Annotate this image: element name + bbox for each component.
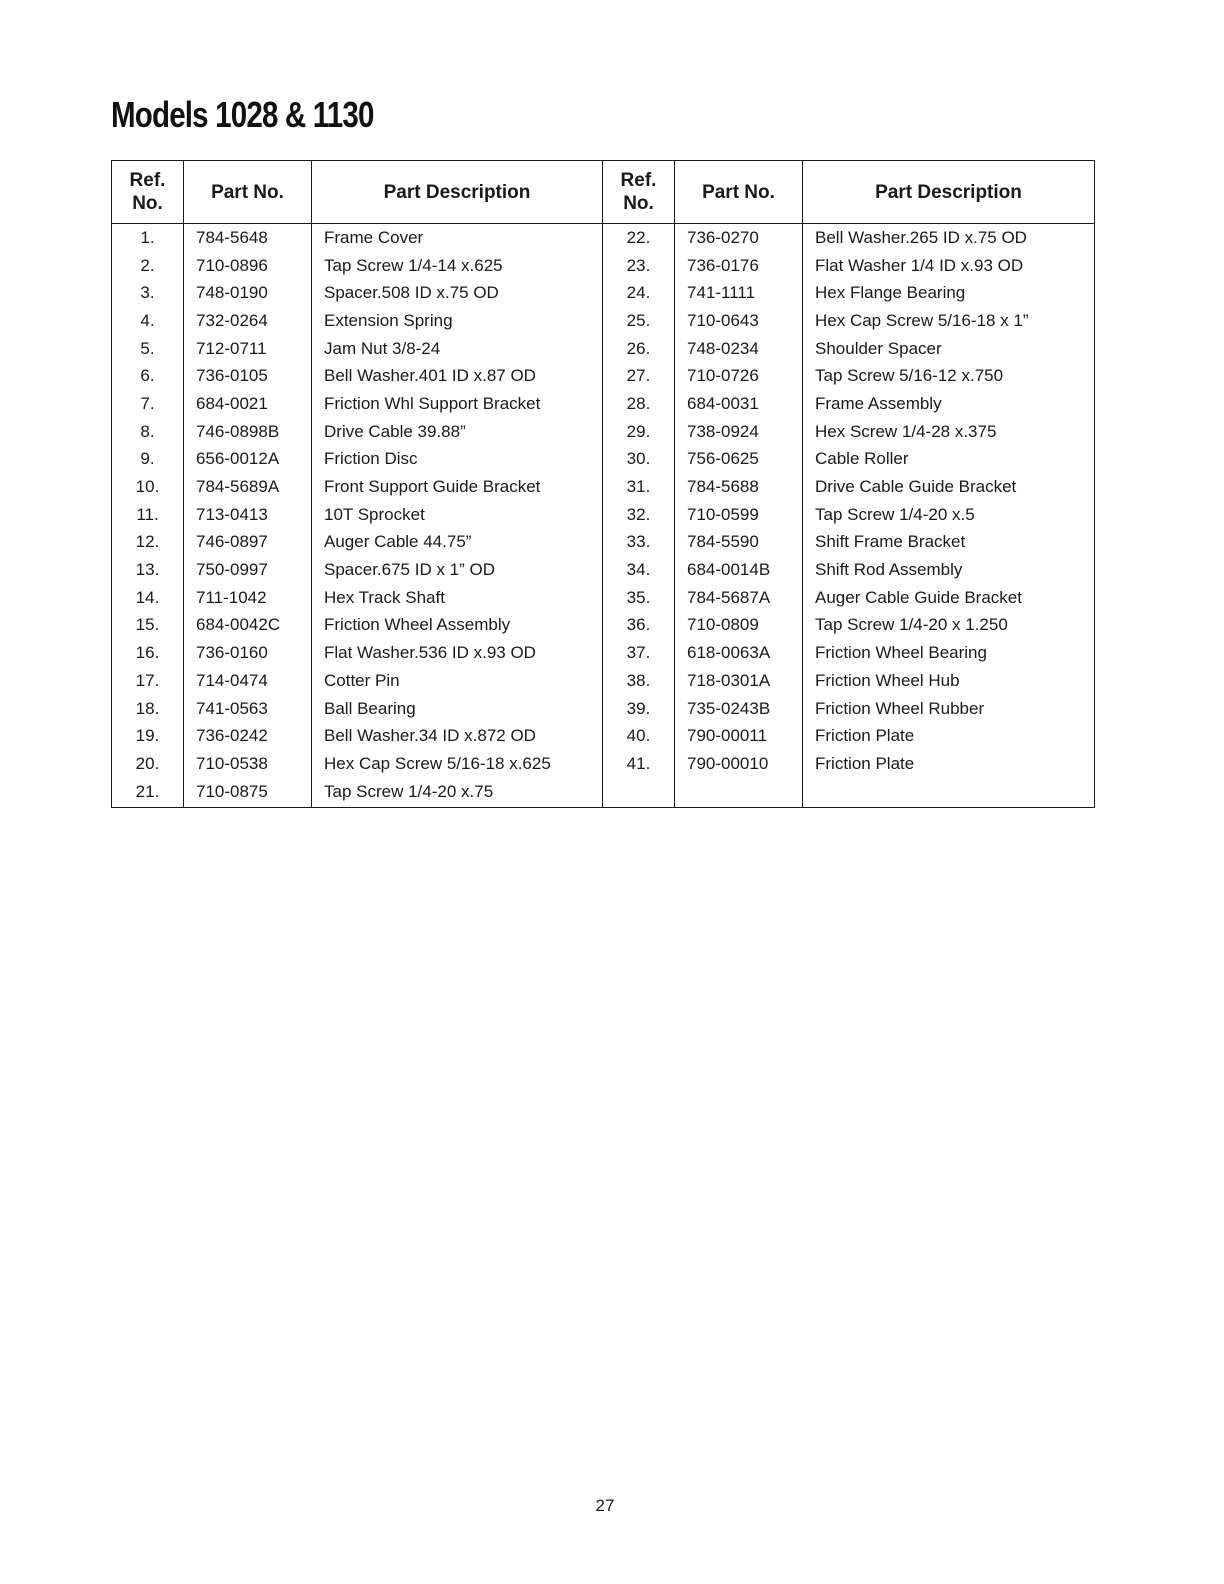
table-row — [112, 473, 1095, 501]
part-no-cell: 736-0105 — [184, 362, 312, 390]
part-description-cell: Shift Rod Assembly — [803, 556, 1095, 584]
ref-header-line2: No. — [623, 193, 654, 214]
part-description-cell: Friction Plate — [803, 722, 1095, 750]
part-description-cell: Friction Wheel Rubber — [803, 695, 1095, 723]
table-row — [112, 667, 1095, 695]
ref-no-cell: 1. — [112, 224, 184, 252]
ref-no-cell: 9. — [112, 446, 184, 474]
ref-no-cell: 20. — [112, 750, 184, 778]
table-row — [112, 335, 1095, 363]
page-number: 27 — [595, 1496, 615, 1515]
part-no-cell: 784-5687A — [675, 584, 803, 612]
part-description-cell: Spacer.508 ID x.75 OD — [312, 279, 603, 307]
part-no-header: Part No. — [184, 161, 312, 224]
part-no-cell: 748-0234 — [675, 335, 803, 363]
part-description-cell: Drive Cable 39.88” — [312, 418, 603, 446]
part-no-cell: 748-0190 — [184, 279, 312, 307]
ref-no-cell: 41. — [603, 750, 675, 778]
part-description-cell: Bell Washer.401 ID x.87 OD — [312, 362, 603, 390]
part-description-cell: Friction Disc — [312, 446, 603, 474]
parts-table — [111, 160, 1095, 808]
part-no-cell: 684-0042C — [184, 612, 312, 640]
ref-no-cell — [603, 778, 675, 808]
part-description-cell: Tap Screw 1/4-14 x.625 — [312, 252, 603, 280]
part-description-cell: Jam Nut 3/8-24 — [312, 335, 603, 363]
part-description-cell: Shoulder Spacer — [803, 335, 1095, 363]
ref-no-cell: 36. — [603, 612, 675, 640]
part-no-cell: 710-0875 — [184, 778, 312, 808]
part-description-cell: Cotter Pin — [312, 667, 603, 695]
part-description-cell — [803, 778, 1095, 808]
part-description-cell: Ball Bearing — [312, 695, 603, 723]
ref-no-cell: 6. — [112, 362, 184, 390]
ref-no-cell: 4. — [112, 307, 184, 335]
part-description-header: Part Description — [803, 161, 1095, 224]
part-no-cell: 735-0243B — [675, 695, 803, 723]
part-no-cell: 736-0176 — [675, 252, 803, 280]
table-row — [112, 418, 1095, 446]
ref-no-cell: 2. — [112, 252, 184, 280]
part-no-cell: 738-0924 — [675, 418, 803, 446]
part-no-cell: 784-5689A — [184, 473, 312, 501]
part-no-cell: 713-0413 — [184, 501, 312, 529]
part-description-cell: Hex Screw 1/4-28 x.375 — [803, 418, 1095, 446]
part-description-cell: Flat Washer 1/4 ID x.93 OD — [803, 252, 1095, 280]
ref-no-cell: 12. — [112, 529, 184, 557]
part-no-cell: 710-0896 — [184, 252, 312, 280]
part-no-cell — [675, 778, 803, 808]
part-no-cell: 736-0160 — [184, 639, 312, 667]
part-description-cell: Bell Washer.265 ID x.75 OD — [803, 224, 1095, 252]
ref-no-cell: 16. — [112, 639, 184, 667]
part-no-cell: 684-0031 — [675, 390, 803, 418]
table-row — [112, 639, 1095, 667]
part-description-cell: Frame Assembly — [803, 390, 1095, 418]
ref-no-cell: 23. — [603, 252, 675, 280]
ref-no-cell: 24. — [603, 279, 675, 307]
table-row — [112, 307, 1095, 335]
ref-no-cell: 13. — [112, 556, 184, 584]
part-description-cell: Drive Cable Guide Bracket — [803, 473, 1095, 501]
ref-no-cell: 34. — [603, 556, 675, 584]
part-no-cell: 710-0599 — [675, 501, 803, 529]
ref-no-cell: 38. — [603, 667, 675, 695]
part-description-cell: Tap Screw 5/16-12 x.750 — [803, 362, 1095, 390]
ref-no-cell: 25. — [603, 307, 675, 335]
part-description-cell: Flat Washer.536 ID x.93 OD — [312, 639, 603, 667]
part-no-cell: 736-0242 — [184, 722, 312, 750]
part-no-cell: 710-0809 — [675, 612, 803, 640]
ref-no-cell: 18. — [112, 695, 184, 723]
part-no-cell: 790-00011 — [675, 722, 803, 750]
part-description-cell: Cable Roller — [803, 446, 1095, 474]
part-description-cell: Tap Screw 1/4-20 x.5 — [803, 501, 1095, 529]
part-no-cell: 741-0563 — [184, 695, 312, 723]
part-description-cell: Friction Plate — [803, 750, 1095, 778]
ref-no-cell: 3. — [112, 279, 184, 307]
part-description-cell: Bell Washer.34 ID x.872 OD — [312, 722, 603, 750]
part-no-cell: 732-0264 — [184, 307, 312, 335]
part-no-cell: 784-5688 — [675, 473, 803, 501]
ref-no-cell: 22. — [603, 224, 675, 252]
part-description-cell: Tap Screw 1/4-20 x.75 — [312, 778, 603, 808]
part-description-cell: Frame Cover — [312, 224, 603, 252]
part-no-cell: 790-00010 — [675, 750, 803, 778]
table-row — [112, 362, 1095, 390]
ref-no-cell: 40. — [603, 722, 675, 750]
part-description-cell: Spacer.675 ID x 1” OD — [312, 556, 603, 584]
ref-header-line2: No. — [132, 193, 163, 214]
table-row — [112, 529, 1095, 557]
part-description-cell: Friction Whl Support Bracket — [312, 390, 603, 418]
part-no-cell: 736-0270 — [675, 224, 803, 252]
ref-no-cell: 26. — [603, 335, 675, 363]
ref-header-line1: Ref. — [620, 170, 657, 191]
part-description-cell: Friction Wheel Assembly — [312, 612, 603, 640]
table-row — [112, 612, 1095, 640]
ref-no-cell: 39. — [603, 695, 675, 723]
part-no-cell: 746-0898B — [184, 418, 312, 446]
ref-no-cell: 5. — [112, 335, 184, 363]
table-row — [112, 750, 1095, 778]
table-row — [112, 224, 1095, 252]
ref-no-cell: 7. — [112, 390, 184, 418]
part-no-header: Part No. — [675, 161, 803, 224]
table-row — [112, 695, 1095, 723]
table-row — [112, 556, 1095, 584]
part-description-cell: Extension Spring — [312, 307, 603, 335]
part-description-cell: Auger Cable 44.75” — [312, 529, 603, 557]
ref-no-cell: 37. — [603, 639, 675, 667]
ref-no-cell: 33. — [603, 529, 675, 557]
parts-table-body — [112, 224, 1095, 808]
part-no-cell: 656-0012A — [184, 446, 312, 474]
ref-no-cell: 15. — [112, 612, 184, 640]
table-row — [112, 584, 1095, 612]
part-no-cell: 714-0474 — [184, 667, 312, 695]
part-no-cell: 718-0301A — [675, 667, 803, 695]
ref-no-cell: 35. — [603, 584, 675, 612]
part-no-cell: 710-0726 — [675, 362, 803, 390]
part-description-cell: 10T Sprocket — [312, 501, 603, 529]
ref-no-cell: 32. — [603, 501, 675, 529]
table-row — [112, 279, 1095, 307]
table-header-row — [112, 161, 1095, 224]
ref-no-cell: 29. — [603, 418, 675, 446]
part-description-cell: Hex Cap Screw 5/16-18 x.625 — [312, 750, 603, 778]
part-no-cell: 710-0643 — [675, 307, 803, 335]
part-description-cell: Shift Frame Bracket — [803, 529, 1095, 557]
ref-no-cell: 28. — [603, 390, 675, 418]
ref-no-cell: 10. — [112, 473, 184, 501]
table-row — [112, 722, 1095, 750]
part-no-cell: 684-0021 — [184, 390, 312, 418]
page-title: Models 1028 & 1130 — [111, 94, 374, 135]
ref-no-cell: 21. — [112, 778, 184, 808]
part-description-cell: Tap Screw 1/4-20 x 1.250 — [803, 612, 1095, 640]
part-no-cell: 712-0711 — [184, 335, 312, 363]
ref-no-cell: 17. — [112, 667, 184, 695]
part-no-cell: 711-1042 — [184, 584, 312, 612]
part-description-cell: Front Support Guide Bracket — [312, 473, 603, 501]
ref-no-cell: 11. — [112, 501, 184, 529]
part-no-cell: 750-0997 — [184, 556, 312, 584]
table-row — [112, 390, 1095, 418]
part-no-cell: 618-0063A — [675, 639, 803, 667]
ref-no-cell: 8. — [112, 418, 184, 446]
table-row — [112, 252, 1095, 280]
ref-no-header — [112, 161, 184, 224]
part-no-cell: 741-1111 — [675, 279, 803, 307]
part-no-cell: 784-5648 — [184, 224, 312, 252]
part-no-cell: 710-0538 — [184, 750, 312, 778]
part-description-cell: Hex Track Shaft — [312, 584, 603, 612]
ref-no-cell: 30. — [603, 446, 675, 474]
ref-header-line1: Ref. — [129, 170, 166, 191]
part-description-cell: Friction Wheel Bearing — [803, 639, 1095, 667]
ref-no-cell: 27. — [603, 362, 675, 390]
part-no-cell: 746-0897 — [184, 529, 312, 557]
table-row — [112, 778, 1095, 808]
part-no-cell: 756-0625 — [675, 446, 803, 474]
part-description-cell: Hex Cap Screw 5/16-18 x 1” — [803, 307, 1095, 335]
part-no-cell: 784-5590 — [675, 529, 803, 557]
part-no-cell: 684-0014B — [675, 556, 803, 584]
part-description-header: Part Description — [312, 161, 603, 224]
part-description-cell: Friction Wheel Hub — [803, 667, 1095, 695]
ref-no-cell: 14. — [112, 584, 184, 612]
table-row — [112, 501, 1095, 529]
ref-no-cell: 31. — [603, 473, 675, 501]
part-description-cell: Hex Flange Bearing — [803, 279, 1095, 307]
ref-no-header — [603, 161, 675, 224]
ref-no-cell: 19. — [112, 722, 184, 750]
part-description-cell: Auger Cable Guide Bracket — [803, 584, 1095, 612]
table-row — [112, 446, 1095, 474]
